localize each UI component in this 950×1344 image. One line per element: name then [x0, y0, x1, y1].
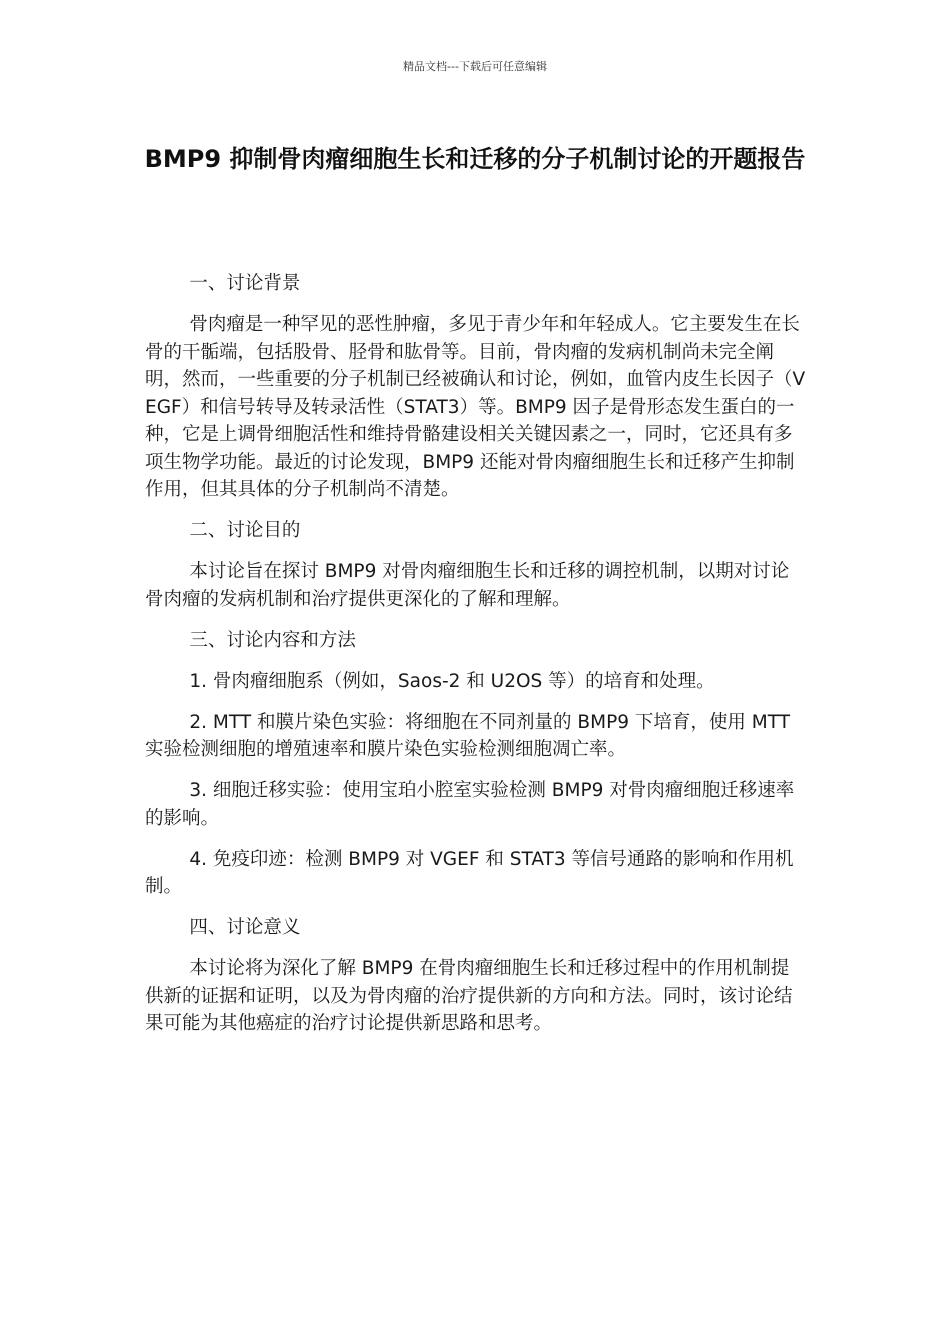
method-item-2: 2. MTT 和膜片染色实验：将细胞在不同剂量的 BMP9 下培育，使用 MTT 实验检测细胞的增殖速率和膜片染色实验检测细胞凋亡率。: [145, 711, 791, 760]
section-heading-background: 一、讨论背景: [189, 273, 301, 294]
document-body: [145, 270, 807, 1051]
paragraph-significance: 本讨论将为深化了解 BMP9 在骨肉瘤细胞生长和迁移过程中的作用机制提供新的证据和证明，以及为骨肉瘤的治疗提供新的方向和方法。同时，该讨论结果可能为其他癌症的治疗讨论提供新思路和思考。: [145, 958, 793, 1034]
section-heading-methods: 三、讨论内容和方法: [189, 629, 356, 651]
method-item-4: 4. 免疫印迹：检测 BMP9 对 VGEF 和 STAT3 等信号通路的影响和作用机制。: [145, 848, 794, 897]
header-note: 精品文档---下载后可任意编辑: [403, 60, 547, 73]
document-title: BMP9 抑制骨肉瘤细胞生长和迁移的分子机制讨论的开题报告: [144, 145, 806, 173]
paragraph-background: 骨肉瘤是一种罕见的恶性肿瘤，多见于青少年和年轻成人。它主要发生在长骨的干骺端，包括股骨、胫骨和肱骨等。目前，骨肉瘤的发病机制尚未完全阐明，然而，一些重要的分子机制已经被确认和讨论，例如，血管内皮生长因子（VEGF）和信号转导及转录活性（STAT3）等。BMP9 因子是骨形态发生蛋白的一种，它是上调骨细胞活性和维持骨骼建设相关关键因素之一，同时，它还具有多项生物学功能。最近的讨论发现，BMP9 还能对骨肉瘤细胞生长和迁移产生抑制作用，但其具体的分子机制尚不清楚。: [145, 314, 806, 500]
section-heading-significance: 四、讨论意义: [189, 917, 301, 938]
method-item-1: 1. 骨肉瘤细胞系（例如，Saos-2 和 U2OS 等）的培育和处理。: [189, 670, 715, 692]
section-heading-purpose: 二、讨论目的: [189, 520, 301, 541]
paragraph-purpose: 本讨论旨在探讨 BMP9 对骨肉瘤细胞生长和迁移的调控机制，以期对讨论骨肉瘤的发病机制和治疗提供更深化的了解和理解。: [145, 561, 790, 610]
method-item-3: 3. 细胞迁移实验：使用宝珀小腔室实验检测 BMP9 对骨肉瘤细胞迁移速率的影响。: [145, 780, 795, 829]
